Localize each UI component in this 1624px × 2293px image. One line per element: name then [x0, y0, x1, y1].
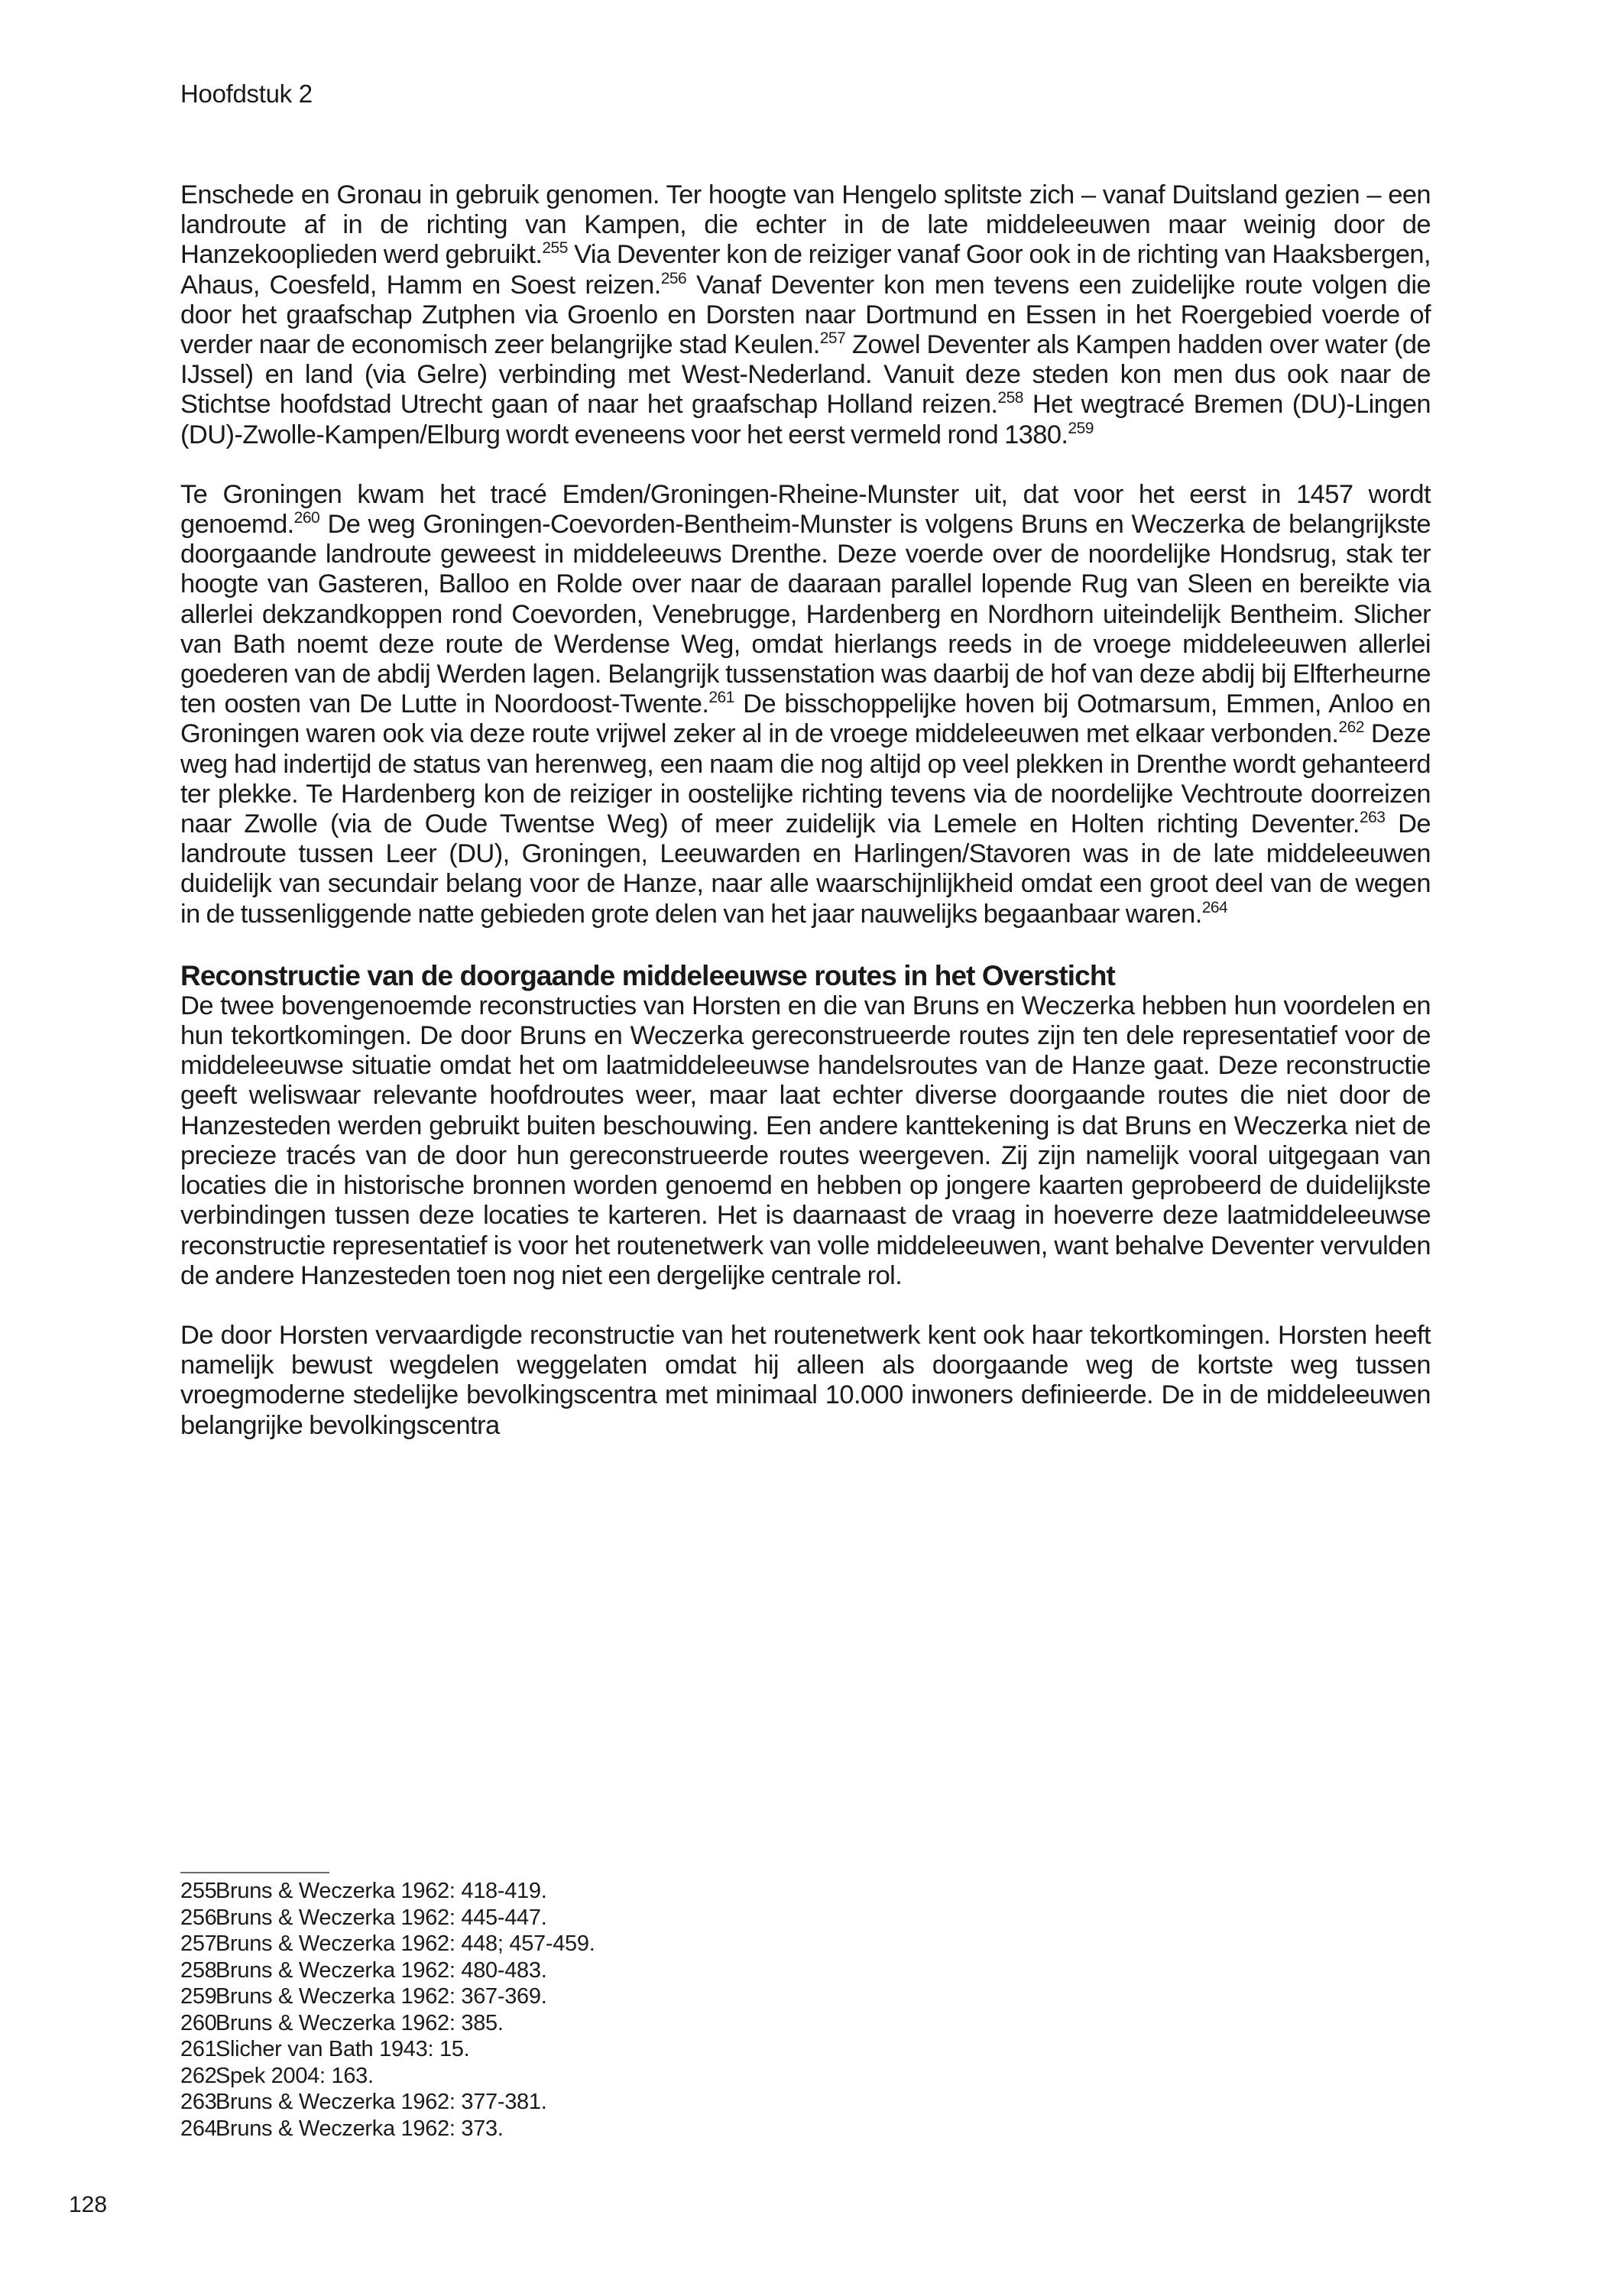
text-run: De bisschoppelijke hoven bij Ootmarsum, Emmen, Anloo en Groningen waren ook via deze route vrijwel zeker al in de vroege middeleeuwen met elkaar verbonden. [180, 689, 1431, 749]
footnote-261 [180, 2036, 1097, 2063]
footnote-ref-263[interactable]: 263 [1359, 809, 1386, 827]
footnote-256 [180, 1905, 1097, 1931]
text-run: Enschede en Gronau in gebruik genomen. Ter hoogte van Hengelo splitste zich – vanaf Duitsland gezien – een landroute af in de richting van Kampen, die echter in de late middeleeuwen maar weinig door de Hanzekooplieden werd gebruikt. [180, 180, 1431, 270]
body-paragraph-1 [180, 180, 1431, 450]
footnote-number: 264 [180, 2116, 217, 2141]
text-run: De weg Groningen-Coevorden-Bentheim-Munster is volgens Bruns en Weczerka de belangrijkste doorgaande landroute geweest in middeleeuws Drenthe. Deze voerde over de noordelijke Hondsrug, stak ter hoogte van Gasteren, Balloo en Rolde over naar de daaraan parallel lopende Rug van Sleen en bereikte via allerlei dekzandkoppen rond Coevorden, Venebrugge, Hardenberg en Nordhorn uiteindelijk Bentheim. Slicher van Bath noemt deze route de Werdense Weg, omdat hierlangs reeds in de vroege middeleeuwen allerlei goederen van de abdij Werden lagen. Belangrijk tussenstation was daarbij de hof van deze abdij bij Elfterheurne ten oosten van De Lutte in Noordoost-Twente. [180, 510, 1431, 719]
text-run: Deze weg had indertijd de status van herenweg, een naam die nog altijd op veel plekken in Drenthe wordt gehanteerd ter plekke. Te Hardenberg kon de reiziger in oostelijke richting tevens via de noordelijke Vechtroute doorreizen naar Zwolle (via de Oude Twentse Weg) of meer zuidelijk via Lemele en Holten richting Deventer. [180, 719, 1431, 839]
footnote-262 [180, 2063, 1097, 2090]
footnote-number: 255 [180, 1879, 217, 1903]
footnote-number: 257 [180, 1931, 217, 1956]
text-run: Via Deventer kon de reiziger vanaf Goor ook in de richting van Haaksbergen, Ahaus, Coesfeld, Hamm en Soest reizen. [180, 240, 1431, 300]
footnote-number: 258 [180, 1957, 217, 1983]
footnote-text: Slicher van Bath 1943: 15. [216, 2037, 470, 2061]
footnote-ref-262[interactable]: 262 [1338, 718, 1364, 737]
footnote-text: Bruns & Weczerka 1962: 418-419. [216, 1879, 547, 1903]
footnote-ref-260[interactable]: 260 [293, 509, 320, 527]
footnote-number: 261 [180, 2037, 217, 2061]
footnote-264 [180, 2116, 1097, 2142]
footnote-text: Bruns & Weczerka 1962: 367-369. [216, 1984, 547, 2009]
footnote-text: Bruns & Weczerka 1962: 445-447. [216, 1905, 547, 1930]
text-run: De landroute tussen Leer (DU), Groningen, Leeuwarden en Harlingen/Stavoren was in de late middeleeuwen duidelijk van secundair belang voor de Hanze, naar alle waarschijnlijkheid omdat een groot deel van de wegen in de tussenliggende natte gebieden grote delen van het jaar nauwelijks begaanbaar waren. [180, 809, 1431, 929]
footnote-ref-259[interactable]: 259 [1068, 419, 1094, 437]
body-paragraph-2 [180, 480, 1431, 929]
text-run: Het wegtracé Bremen (DU)-Lingen (DU)-Zwolle-Kampen/Elburg wordt eveneens voor het eerst vermeld rond 1380. [180, 390, 1431, 449]
text-column [180, 180, 1431, 1441]
footnote-text: Spek 2004: 163. [216, 2063, 374, 2088]
footnote-number: 260 [180, 2010, 217, 2035]
footnote-255 [180, 1878, 1097, 1905]
section-heading: Reconstructie van de doorgaande middeleeuwse routes in het Oversticht [180, 959, 1115, 991]
footnote-number: 263 [180, 2090, 217, 2114]
text-run: Vanaf Deventer kon men tevens een zuidelijke route volgen die door het graafschap Zutphen via Groenlo en Dorsten naar Dortmund en Essen in het Roergebied voerde of verder naar de economisch zeer belangrijke stad Keulen. [180, 270, 1431, 360]
footnote-number: 262 [180, 2063, 217, 2088]
footnote-ref-257[interactable]: 257 [819, 329, 846, 348]
page-number: 128 [69, 2192, 108, 2217]
footnotes [180, 1872, 1097, 2142]
footnote-separator [180, 1872, 329, 1873]
text-run: Zowel Deventer als Kampen hadden over water (de IJssel) en land (via Gelre) verbinding met West-Nederland. Vanuit deze steden kon men dus ook naar de Stichtse hoofdstad Utrecht gaan of naar het graafschap Holland reizen. [180, 330, 1431, 420]
footnote-text: Bruns & Weczerka 1962: 385. [216, 2010, 504, 2035]
footnote-259 [180, 1983, 1097, 2010]
footnote-text: Bruns & Weczerka 1962: 480-483. [216, 1957, 547, 1983]
footnote-text: Bruns & Weczerka 1962: 377-381. [216, 2090, 547, 2114]
footnote-ref-255[interactable]: 255 [542, 239, 568, 258]
footnote-text: Bruns & Weczerka 1962: 448; 457-459. [216, 1931, 595, 1956]
footnote-263 [180, 2089, 1097, 2116]
footnote-260 [180, 2010, 1097, 2037]
running-head: Hoofdstuk 2 [180, 79, 313, 108]
footnote-number: 259 [180, 1984, 217, 2009]
footnote-ref-258[interactable]: 258 [997, 389, 1023, 407]
footnote-ref-264[interactable]: 264 [1201, 898, 1228, 916]
footnote-257 [180, 1931, 1097, 1957]
footnote-text: Bruns & Weczerka 1962: 373. [216, 2116, 504, 2141]
body-paragraph-4: De door Horsten vervaardigde reconstructie van het routenetwerk kent ook haar tekortkomingen. Horsten heeft namelijk bewust wegdelen weggelaten omdat hij alleen als doorgaande weg de kortste weg tussen vroegmoderne stedelijke bevolkingscentra met minimaal 10.000 inwoners definieerde. De in de middeleeuwen belangrijke bevolkingscentra [180, 1320, 1431, 1440]
text-run: Te Groningen kwam het tracé Emden/Groningen-Rheine-Munster uit, dat voor het eerst in 1457 wordt genoemd. [180, 479, 1431, 540]
body-paragraph-3: De twee bovengenoemde reconstructies van Horsten en die van Bruns en Weczerka hebben hun voordelen en hun tekortkomingen. De door Bruns en Weczerka gereconstrueerde routes zijn ten dele representatief voor de middeleeuwse situatie omdat het om laatmiddeleeuwse handelsroutes van de Hanze gaat. Deze reconstructie geeft weliswaar relevante hoofdroutes weer, maar laat echter diverse doorgaande routes die niet door de Hanzesteden werden gebruikt buiten beschouwing. Een andere kanttekening is dat Bruns en Weczerka niet de precieze tracés van de door hun gereconstrueerde routes weergeven. Zij zijn namelijk vooral uitgegaan van locaties die in historische bronnen worden genoemd en hebben op jongere kaarten geprobeerd de duidelijkste verbindingen tussen deze locaties te karteren. Het is daarnaast de vraag in hoeverre deze laatmiddeleeuwse reconstructie representatief is voor het routenetwerk van volle middeleeuwen, want behalve Deventer vervulden de andere Hanzesteden toen nog niet een dergelijke centrale rol. [180, 991, 1431, 1290]
footnote-ref-256[interactable]: 256 [660, 269, 687, 287]
footnote-258 [180, 1957, 1097, 1984]
footnote-ref-261[interactable]: 261 [708, 689, 734, 707]
footnote-number: 256 [180, 1905, 217, 1930]
